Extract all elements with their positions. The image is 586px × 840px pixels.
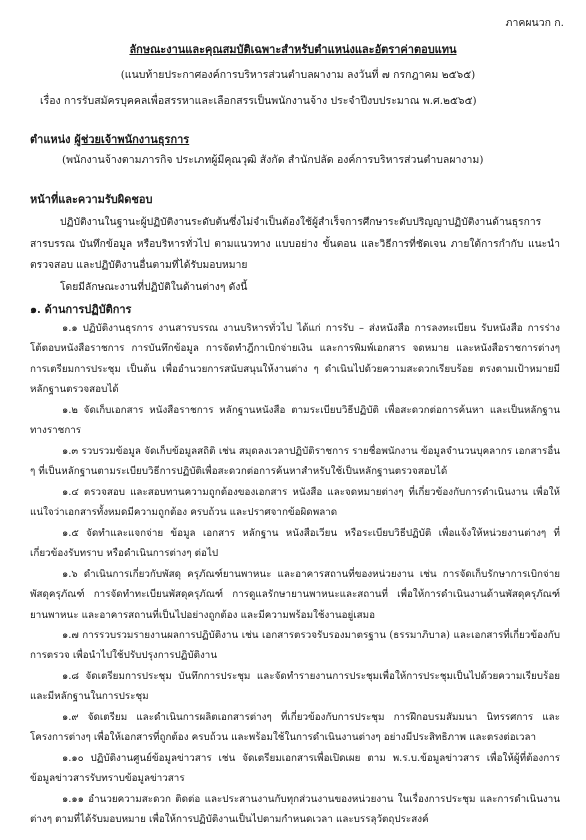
duties-intro: ปฏิบัติงานในฐานะผู้ปฏิบัติงานระดับต้นซึ่งไม่จำเป็นต้องใช้ผู้สำเร็จการศึกษาระดับปริญญาปฏิบัติงานด้านธุรการ สารบรรณ บันทึกข้อมูล หรือบริหารทั่วไป ตามแนวทาง แบบอย่าง ขั้นตอน และวิธีการที่ชัดเจน ภายใต้การกำกับ แนะนำ ตรวจสอบ และปฏิบัติงานอื่นตามที่ได้รับมอบหมาย <box>30 216 560 271</box>
duty-item: ๑.๘ จัดเตรียมการประชุม บันทึกการประชุม และจัดทำรายงานการประชุมเพื่อให้การประชุมเป็นไปด้วยความเรียบร้อย และมีหลักฐานในการประชุม <box>30 671 560 703</box>
position-heading <box>30 130 189 148</box>
document-title: ลักษณะงานและคุณสมบัติเฉพาะสำหรับตำแหน่งและอัตราค่าตอบแทน <box>129 43 457 56</box>
duty-item: ๑.๖ ดำเนินการเกี่ยวกับพัสดุ ครุภัณฑ์ยานพาหนะ และอาคารสถานที่ของหน่วยงาน เช่น การจัดเก็บรักษาการเบิกจ่ายพัสดุครุภัณฑ์ การจัดทำทะเบียนพัสดุครุภัณฑ์ การดูแลรักษายานพาหนะและสถานที่ เพื่อให้การดำเนินงานด้านพัสดุครุภัณฑ์ ยานพาหนะ และอาคารสถานที่เป็นไปอย่างถูกต้อง และมีความพร้อมใช้งานอยู่เสมอ <box>30 569 560 621</box>
duty-item: ๑.๓ รวบรวมข้อมูล จัดเก็บข้อมูลสถิติ เช่น สมุดลงเวลาปฏิบัติราชการ รายชื่อพนักงาน ข้อมูลจำนวนบุคลากร เอกสารอื่น ๆ ที่เป็นหลักฐานตามระเบียบวิธีการปฏิบัติเพื่อสะดวกต่อการค้นหาสำหรับใช้เป็นหลักฐานตรวจสอบได้ <box>30 446 560 478</box>
duty-item: ๑.๑ ปฏิบัติงานธุรการ งานสารบรรณ งานบริหารทั่วไป ได้แก่ การรับ – ส่งหนังสือ การลงทะเบียน รับหนังสือ การร่างโต้ตอบหนังสือราชการ การบันทึกข้อมูล การจัดทำฎีกาเบิกจ่ายเงิน และการพิมพ์เอกสาร จดหมาย และหนังสือราชการต่างๆ การเตรียมการประชุม เป็นต้น เพื่ออำนวยการสนับสนุนให้งานต่าง ๆ ดำเนินไปด้วยความสะดวกเรียบร้อย ตรงตามเป้าหมายมีหลักฐานตรวจสอบได้ <box>30 323 560 396</box>
duty-item: ๑.๙ จัดเตรียม และดำเนินการผลิตเอกสารต่างๆ ที่เกี่ยวข้องกับการประชุม การฝึกอบรมสัมมนา นิทรรศการ และโครงการต่างๆ เพื่อให้เอกสารที่ถูกต้อง ครบถ้วน และพร้อมใช้ในการดำเนินงานต่างๆ อย่างมีประสิทธิภาพ และตรงต่อเวลา <box>30 712 560 744</box>
duties-heading: หน้าที่และความรับผิดชอบ <box>30 193 153 206</box>
duty-item: ๑.๗ การรวบรวมรายงานผลการปฏิบัติงาน เช่น เอกสารตรวจรับรองมาตรฐาน (ธรรมาภิบาล) และเอกสารที่เกี่ยวข้องกับการตรวจ เพื่อนำไปใช้ปรับปรุงการปฏิบัติงาน <box>30 630 560 662</box>
duty-item: ๑.๕ จัดทำและแจกจ่าย ข้อมูล เอกสาร หลักฐาน หนังสือเวียน หรือระเบียบวิธีปฏิบัติ เพื่อแจ้งให้หน่วยงานต่างๆ ที่เกี่ยวข้องรับทราบ หรือดำเนินการต่างๆ ต่อไป <box>30 528 560 560</box>
duty-item: ๑.๒ จัดเก็บเอกสาร หนังสือราชการ หลักฐานหนังสือ ตามระเบียบวิธีปฏิบัติ เพื่อสะดวกต่อการค้นหา และเป็นหลักฐานทางราชการ <box>30 405 560 437</box>
annex-label: ภาคผนวก ก. <box>505 17 564 29</box>
position-label: ตำแหน่ง <box>30 133 71 146</box>
duty-item: ๑.๔ ตรวจสอบ และสอบทานความถูกต้องของเอกสาร หนังสือ และจดหมายต่างๆ ที่เกี่ยวข้องกับการดำเนินงาน เพื่อให้แน่ใจว่าเอกสารทั้งหมดมีความถูกต้อง ครบถ้วน และปราศจากข้อผิดพลาด <box>30 487 560 519</box>
attachment-reference: (แนบท้ายประกาศองค์การบริหารส่วนตำบลผางาม ลงวันที่ ๗ กรกฎาคม ๒๕๖๕) <box>120 69 476 81</box>
position-detail: (พนักงานจ้างตามภารกิจ ประเภทผู้มีคุณวุฒิ สังกัด สำนักปลัด องค์การบริหารส่วนตำบลผางาม) <box>62 154 484 166</box>
duty-item: ๑.๑๑ อำนวยความสะดวก ติดต่อ และประสานงานกับทุกส่วนงานของหน่วยงาน ในเรื่องการประชุม และการดำเนินงานต่างๆ ตามที่ได้รับมอบหมาย เพื่อให้การปฏิบัติงานเป็นไปตามกำหนดเวลา และบรรลุวัตถุประสงค์ <box>30 794 560 826</box>
subject-line: เรื่อง การรับสมัครบุคคลเพื่อสรรหาและเลือกสรรเป็นพนักงานจ้าง ประจำปีงบประมาณ พ.ศ.๒๕๖๕) <box>40 95 477 107</box>
duties-intro-2: โดยมีลักษณะงานที่ปฏิบัติในด้านต่างๆ ดังนี้ <box>60 281 248 293</box>
section-operations-heading: ๑. ด้านการปฏิบัติการ <box>30 303 132 316</box>
position-name: ผู้ช่วยเจ้าพนักงานธุรการ <box>74 133 190 146</box>
duty-item: ๑.๑๐ ปฏิบัติงานศูนย์ข้อมูลข่าวสาร เช่น จัดเตรียมเอกสารเพื่อเปิดเผย ตาม พ.ร.บ.ข้อมูลข่าวสาร เพื่อให้ผู้ที่ต้องการข้อมูลข่าวสารรับทราบข้อมูลข่าวสาร <box>30 753 560 785</box>
